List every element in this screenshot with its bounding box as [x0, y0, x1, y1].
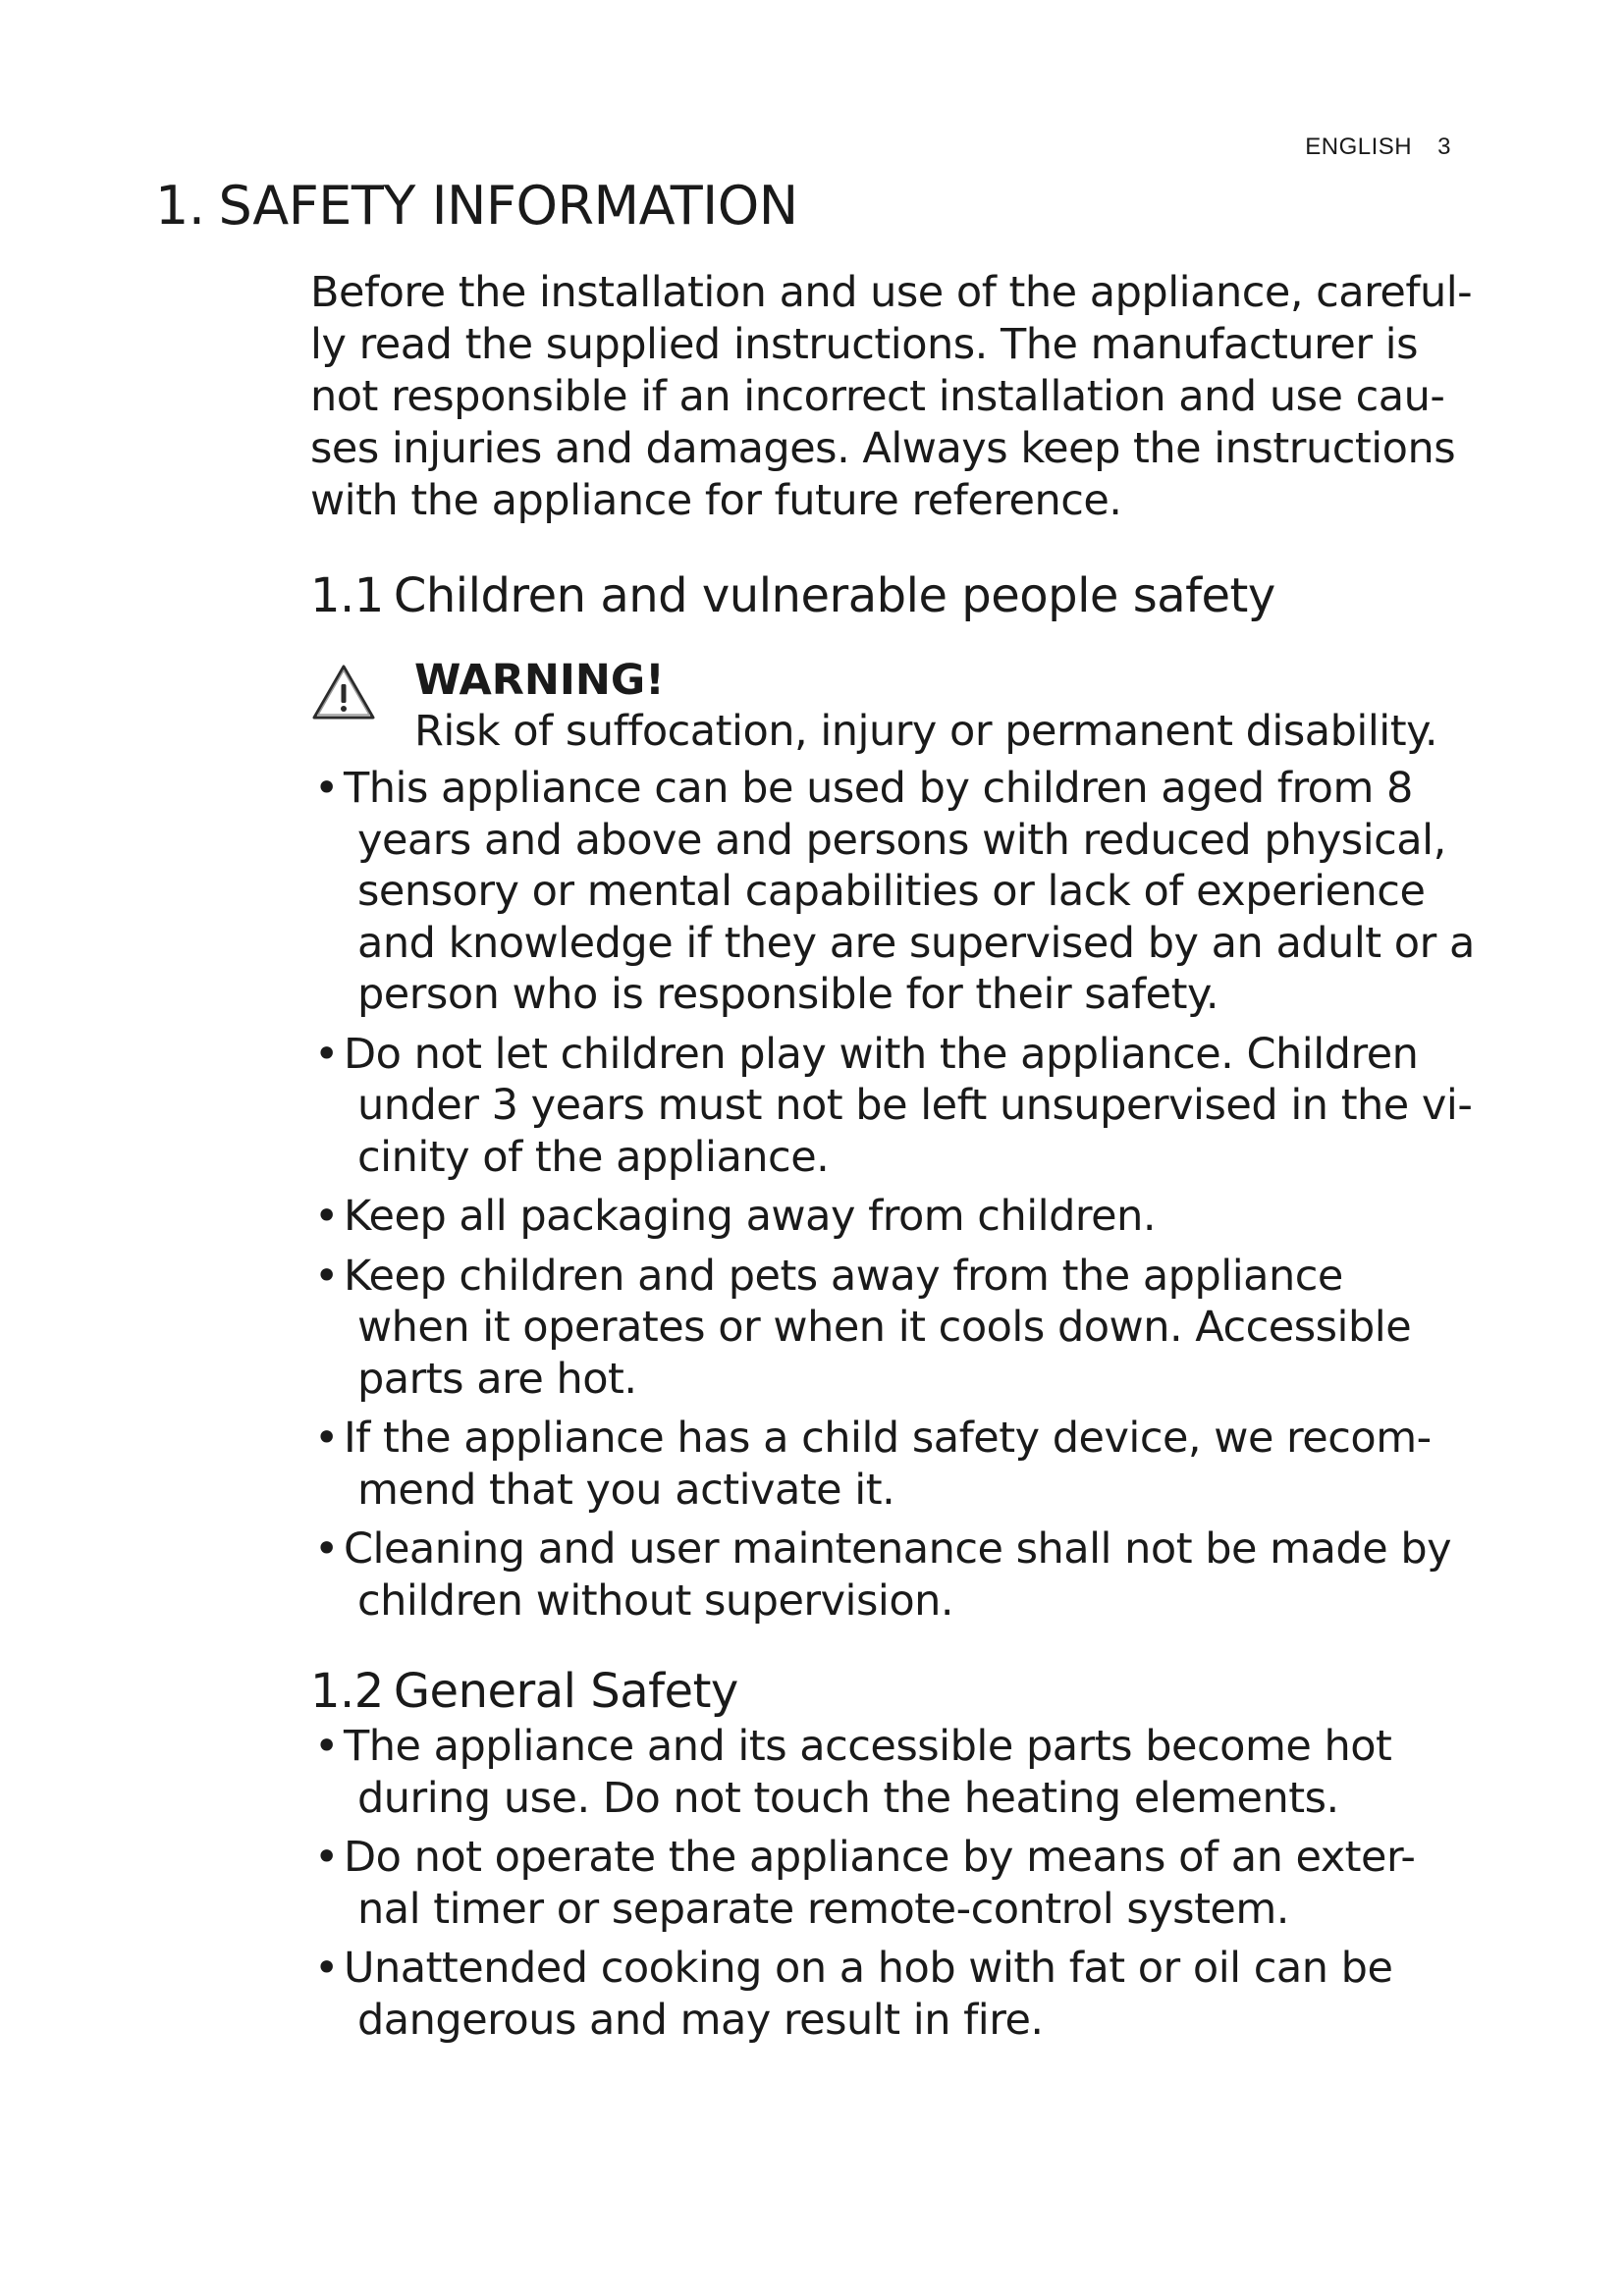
page-number: 3 — [1437, 133, 1451, 160]
section-number: 1.1 — [310, 568, 384, 623]
intro-line: ly read the supplied instructions. The manufacturer is — [310, 320, 1419, 369]
bullet-icon: • — [314, 1833, 339, 1882]
section-title: Children and vulnerable people safety — [393, 568, 1275, 623]
list-item-line: under 3 years must not be left unsupervised in the vi- — [357, 1081, 1473, 1130]
list-item-line: Keep all packaging away from children. — [344, 1192, 1156, 1241]
list-item-line: Do not let children play with the appliance. Children — [344, 1029, 1419, 1079]
intro-line: with the appliance for future reference. — [310, 476, 1122, 525]
list-item-line: Do not operate the appliance by means of an exter- — [344, 1833, 1416, 1882]
chapter-title-text: SAFETY INFORMATION — [218, 175, 798, 237]
warning-triangle-icon — [310, 663, 377, 721]
list-item-line: person who is responsible for their safety. — [357, 970, 1218, 1019]
list-item-line: Keep children and pets away from the appliance — [344, 1251, 1343, 1301]
bullet-icon: • — [314, 1524, 339, 1574]
list-item-line: This appliance can be used by children aged from 8 — [344, 764, 1413, 813]
list-item-line: dangerous and may result in fire. — [357, 1995, 1044, 2045]
general-safety-list — [310, 1721, 1508, 2046]
bullet-icon: • — [314, 1414, 339, 1463]
list-item-line: The appliance and its accessible parts become hot — [344, 1722, 1392, 1771]
intro-line: ses injuries and damages. Always keep the instructions — [310, 424, 1456, 473]
intro-paragraph — [310, 267, 1508, 527]
list-item — [310, 1413, 1508, 1516]
list-item — [310, 1523, 1508, 1627]
list-item-line: during use. Do not touch the heating elements. — [357, 1773, 1339, 1823]
section-number: 1.2 — [310, 1664, 384, 1719]
list-item-line: when it operates or when it cools down. Accessible — [357, 1303, 1412, 1352]
list-item-line: parts are hot. — [357, 1354, 637, 1404]
list-item — [310, 1943, 1508, 2046]
bullet-icon: • — [314, 1722, 339, 1771]
page-content — [310, 267, 1508, 2054]
chapter-title — [155, 175, 798, 237]
header-language: ENGLISH — [1305, 133, 1413, 160]
list-item — [310, 1721, 1508, 1824]
list-item-line: Cleaning and user maintenance shall not be made by — [344, 1524, 1452, 1574]
bullet-icon: • — [314, 1944, 339, 1993]
bullet-icon: • — [314, 1251, 339, 1301]
list-item-line: cinity of the appliance. — [357, 1132, 830, 1182]
list-item-line: and knowledge if they are supervised by an adult or a — [357, 918, 1475, 968]
section-heading-children-safety — [310, 566, 1508, 625]
list-item-line: Unattended cooking on a hob with fat or oil can be — [344, 1944, 1393, 1993]
list-item-line: years and above and persons with reduced physical, — [357, 815, 1446, 865]
children-safety-list — [310, 763, 1508, 1627]
intro-line: Before the installation and use of the appliance, careful- — [310, 268, 1473, 317]
list-item-line: mend that you activate it. — [357, 1465, 895, 1515]
list-item-line: sensory or mental capabilities or lack of experience — [357, 867, 1426, 916]
warning-box — [310, 655, 1508, 763]
list-item — [310, 1191, 1508, 1243]
warning-text: Risk of suffocation, injury or permanent disability. — [414, 707, 1438, 756]
list-item — [310, 1832, 1508, 1935]
list-item-line: children without supervision. — [357, 1575, 954, 1626]
warning-label: WARNING! — [414, 656, 665, 705]
section-heading-general-safety — [310, 1662, 1508, 1721]
bullet-icon: • — [314, 1192, 339, 1241]
intro-line: not responsible if an incorrect installation and use cau- — [310, 372, 1445, 421]
list-item — [310, 1029, 1508, 1184]
list-item — [310, 763, 1508, 1021]
list-item — [310, 1251, 1508, 1406]
chapter-number: 1. — [155, 175, 205, 237]
list-item-line: nal timer or separate remote-control system. — [357, 1884, 1289, 1934]
page-header — [1305, 133, 1451, 161]
section-title: General Safety — [393, 1664, 738, 1719]
bullet-icon: • — [314, 764, 339, 813]
bullet-icon: • — [314, 1029, 339, 1079]
list-item-line: If the appliance has a child safety device, we recom- — [344, 1414, 1432, 1463]
